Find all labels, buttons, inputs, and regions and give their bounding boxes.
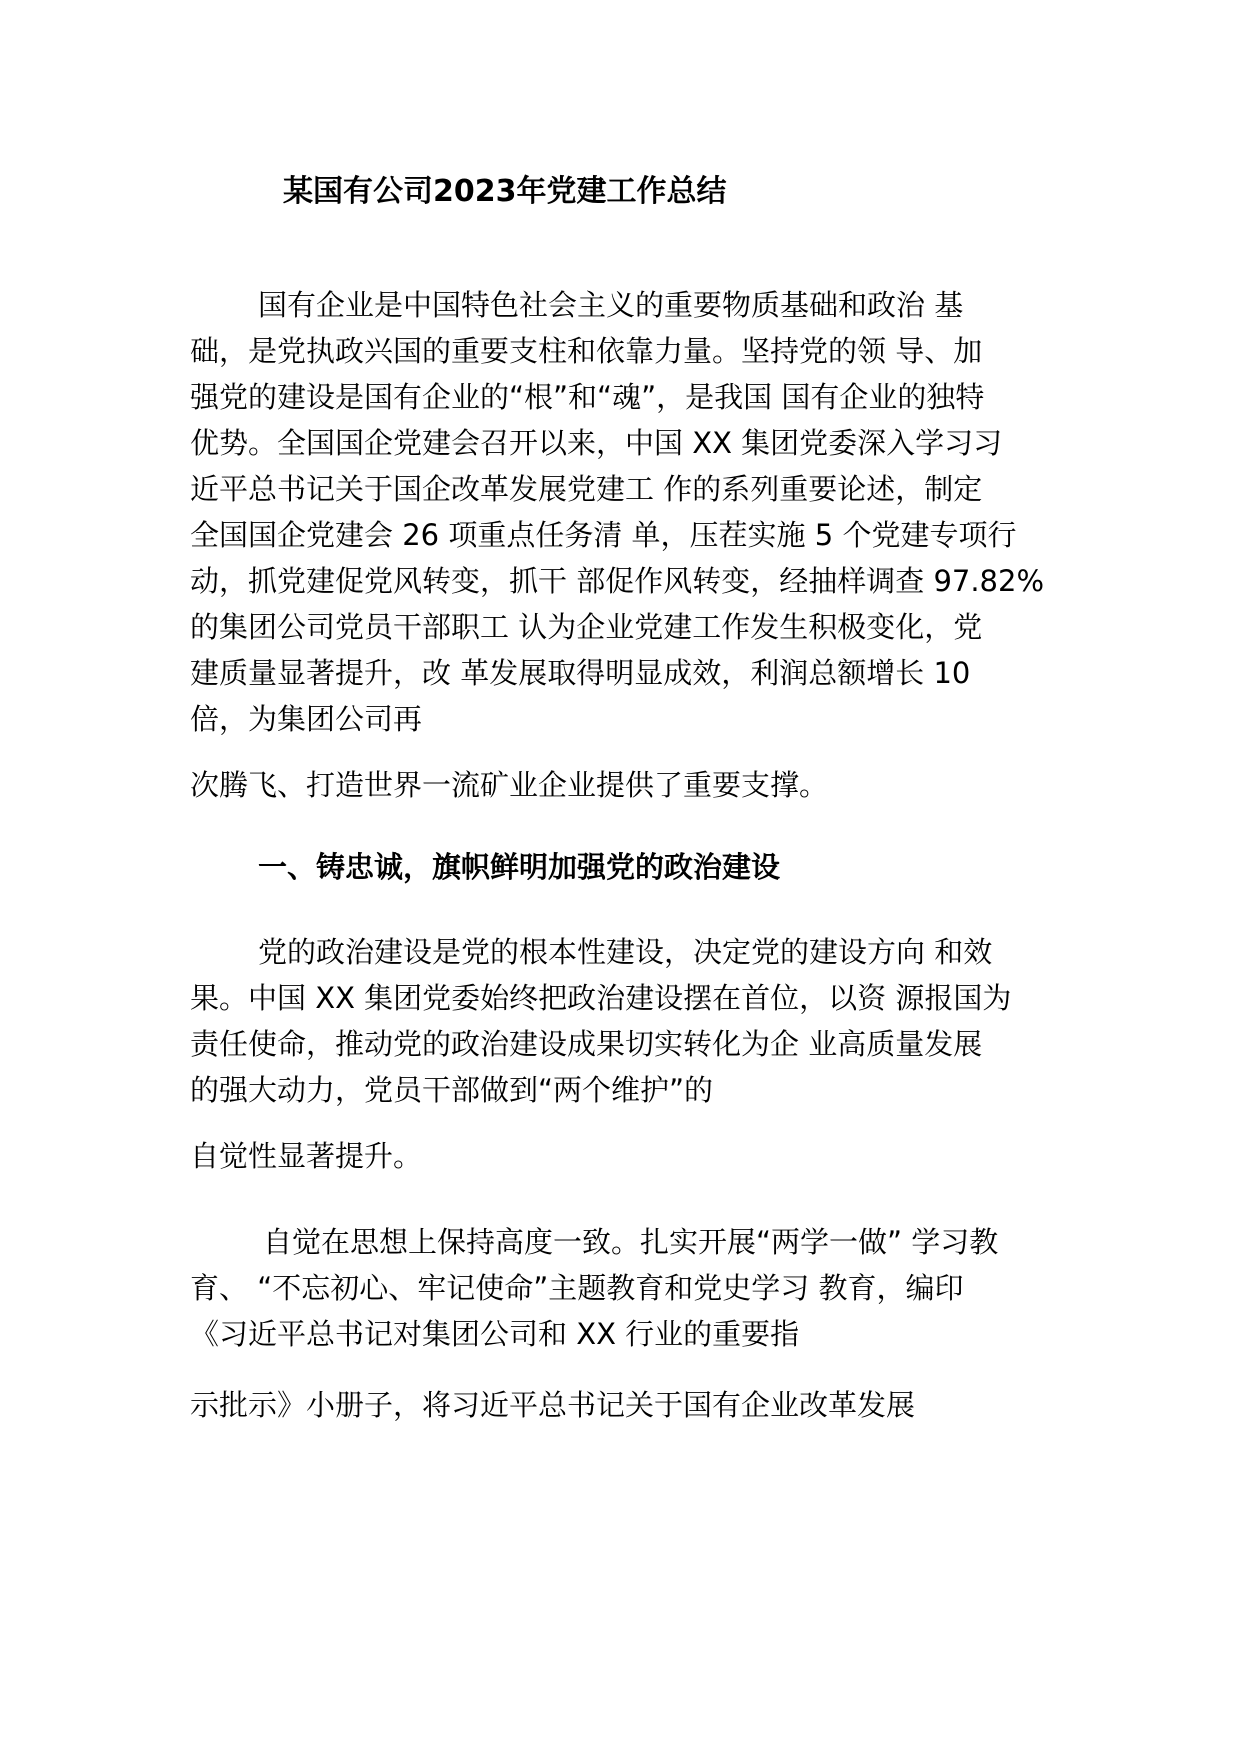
paragraph-line: 倍，为集团公司再 xyxy=(190,702,423,736)
paragraph-line: 础，是党执政兴国的重要支柱和依靠力量。坚持党的领 导、加 xyxy=(190,334,983,368)
paragraph-line: 动，抓党建促党风转变，抓干 部促作风转变，经抽样调查 97.82% xyxy=(190,564,1045,598)
paragraph-line: 次腾飞、打造世界一流矿业企业提供了重要支撑。 xyxy=(190,768,829,802)
paragraph-line: 果。中国 XX 集团党委始终把政治建设摆在首位，以资 源报国为 xyxy=(190,981,1012,1015)
paragraph-line: 育、 “不忘初心、牢记使命”主题教育和党史学习 教育，编印 xyxy=(190,1271,964,1305)
paragraph-line: 示批示》小册子，将习近平总书记关于国有企业改革发展 xyxy=(190,1388,916,1422)
paragraph-line: 国有企业是中国特色社会主义的重要物质基础和政治 基 xyxy=(258,288,964,322)
paragraph-line: 党的政治建设是党的根本性建设，决定党的建设方向 和效 xyxy=(258,935,993,969)
document-title: 某国有公司2023年党建工作总结 xyxy=(283,174,727,209)
paragraph-line: 近平总书记关于国企改革发展党建工 作的系列重要论述，制定 xyxy=(190,472,983,506)
paragraph-line: 优势。全国国企党建会召开以来，中国 XX 集团党委深入学习习 xyxy=(190,426,1003,460)
paragraph-line: 的集团公司党员干部职工 认为企业党建工作发生积极变化，党 xyxy=(190,610,983,644)
paragraph-line: 《习近平总书记对集团公司和 XX 行业的重要指 xyxy=(190,1317,800,1351)
paragraph-line: 自觉性显著提升。 xyxy=(190,1139,423,1173)
paragraph-line: 的强大动力，党员干部做到“两个维护”的 xyxy=(190,1073,714,1107)
paragraph-line: 强党的建设是国有企业的“根”和“魂”，是我国 国有企业的独特 xyxy=(190,380,985,414)
paragraph-line: 责任使命，推动党的政治建设成果切实转化为企 业高质量发展 xyxy=(190,1027,983,1061)
paragraph-line: 建质量显著提升，改 革发展取得明显成效，利润总额增长 10 xyxy=(190,656,971,690)
section-heading: 一、铸忠诚，旗帜鲜明加强党的政治建设 xyxy=(258,850,781,884)
paragraph-line: 全国国企党建会 26 项重点任务清 单，压茬实施 5 个党建专项行 xyxy=(190,518,1017,552)
paragraph-line: 自觉在思想上保持高度一致。扎实开展“两学一做” 学习教 xyxy=(263,1225,999,1259)
